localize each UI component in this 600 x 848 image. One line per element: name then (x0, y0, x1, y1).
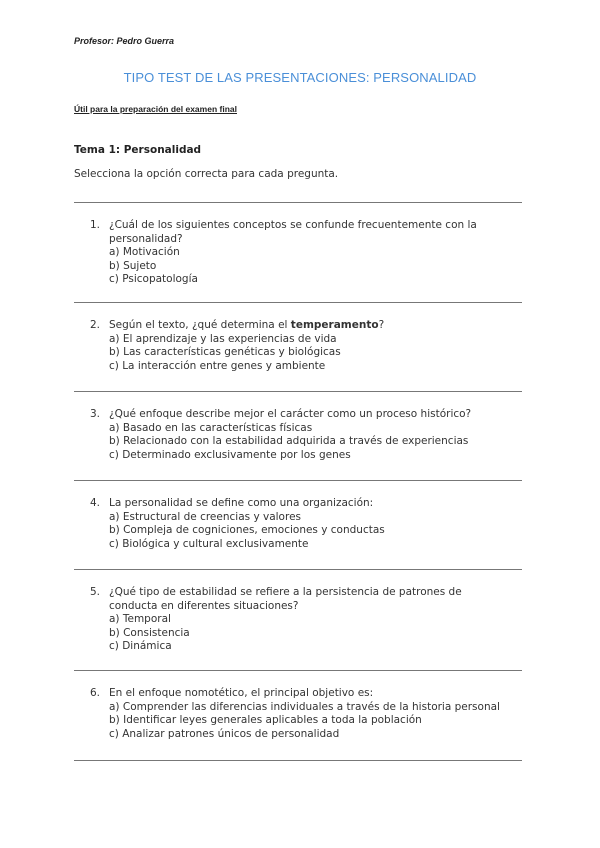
divider (74, 569, 522, 570)
option-b: b) Sujeto (109, 259, 157, 272)
question-text: En el enfoque nomotético, el principal objetivo es: (109, 687, 374, 699)
question-text (109, 319, 510, 333)
option-b: b) Relacionado con la estabilidad adquirida a través de experiencias (109, 435, 469, 447)
question-6 (90, 687, 510, 741)
option-a: a) El aprendizaje y las experiencias de vida (109, 332, 337, 345)
option-a: a) Estructural de creencias y valores (109, 510, 301, 523)
topic-heading: Tema 1: Personalidad (74, 144, 202, 156)
question-1 (90, 219, 510, 287)
divider (74, 480, 522, 481)
divider (74, 760, 522, 761)
option-a: a) Basado en las características físicas (109, 421, 313, 434)
question-3 (90, 408, 510, 462)
question-number: 6. (90, 687, 101, 699)
divider (74, 391, 522, 392)
option-c: c) Analizar patrones únicos de personalidad (109, 727, 340, 740)
question-text: ¿Qué tipo de estabilidad se refiere a la persistencia de patrones de conducta en diferentes situaciones? (109, 586, 462, 612)
divider (74, 670, 522, 671)
question-number: 3. (90, 408, 101, 420)
question-number: 5. (90, 586, 101, 598)
document-title: TIPO TEST DE LAS PRESENTACIONES: PERSONALIDAD (123, 70, 477, 85)
option-a: a) Comprender las diferencias individuales a través de la historia personal (109, 700, 500, 713)
option-c: c) Psicopatología (109, 273, 198, 285)
divider (74, 202, 522, 203)
option-c: c) Determinado exclusivamente por los genes (109, 448, 351, 461)
professor-name: Profesor: Pedro Guerra (74, 36, 175, 46)
question-number: 2. (90, 319, 101, 331)
option-b: b) Compleja de cogniciones, emociones y conductas (109, 524, 385, 536)
option-a: a) Motivación (109, 246, 180, 258)
question-text: ¿Qué enfoque describe mejor el carácter como un proceso histórico? (109, 408, 472, 420)
question-text-bold: temperamento (290, 319, 379, 331)
question-2 (90, 319, 510, 373)
option-c: c) Dinámica (109, 640, 172, 652)
option-c: c) La interacción entre genes y ambiente (109, 359, 326, 372)
question-text-end: ? (378, 319, 385, 331)
option-b: b) Consistencia (109, 626, 190, 639)
option-c: c) Biológica y cultural exclusivamente (109, 537, 309, 550)
document-subtitle: Útil para la preparación del examen final (74, 104, 237, 114)
question-5 (90, 586, 510, 654)
question-text: ¿Cuál de los siguientes conceptos se confunde frecuentemente con la personalidad? (109, 219, 477, 245)
question-4 (90, 497, 510, 551)
option-a: a) Temporal (109, 613, 171, 625)
option-b: b) Identificar leyes generales aplicables a toda la población (109, 714, 422, 726)
divider (74, 302, 522, 303)
question-number: 4. (90, 497, 101, 509)
question-text: La personalidad se define como una organización: (109, 497, 374, 509)
question-number: 1. (90, 219, 101, 231)
instructions-text: Selecciona la opción correcta para cada pregunta. (74, 168, 339, 180)
option-b: b) Las características genéticas y biológicas (109, 346, 341, 358)
question-text-start: Según el texto, ¿qué determina el (109, 319, 291, 331)
